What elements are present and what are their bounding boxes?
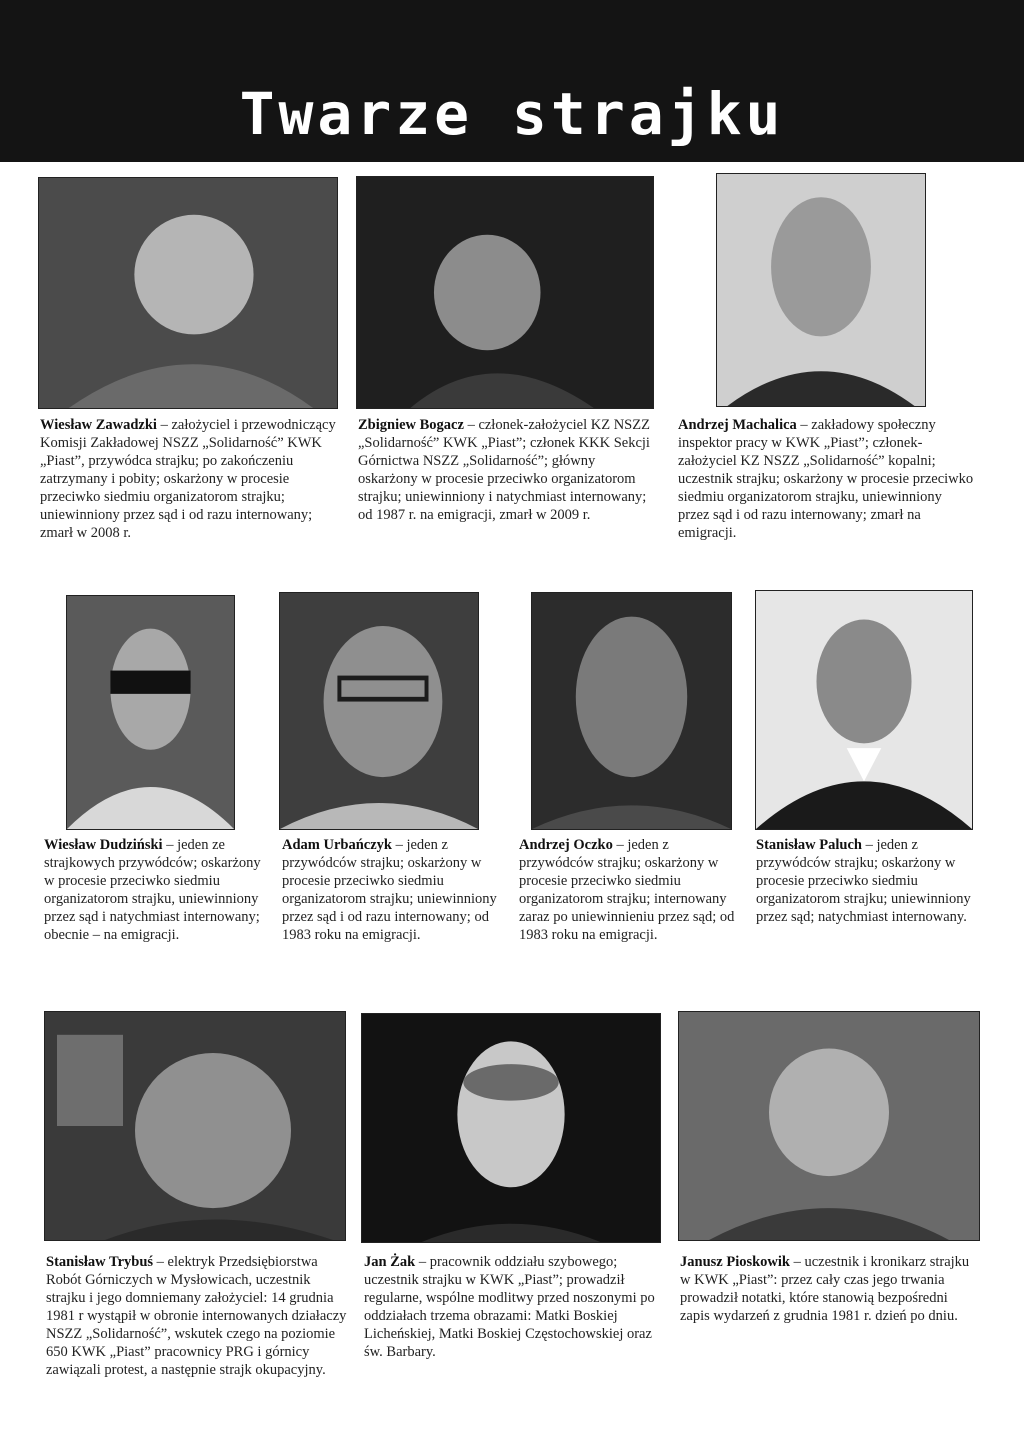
person-name: Wiesław Zawadzki	[40, 417, 157, 433]
portrait-photo	[716, 173, 926, 407]
person-silhouette-icon	[362, 1014, 660, 1242]
person-name: Stanisław Paluch	[756, 837, 862, 853]
person-description: – zakładowy społeczny inspektor pracy w KWK „Piast”; członek-założyciel KZ NSZZ „Solidarność” kopalni; uczestnik strajku; oskarżony w procesie przeciwko siedmiu organizatorom strajku, uniewinniony przez sąd i od razu internowany; zmarł na emigracji.	[678, 417, 974, 541]
person-silhouette-icon	[679, 1012, 979, 1240]
portrait-photo	[678, 1011, 980, 1241]
person-name: Andrzej Oczko	[519, 837, 613, 853]
person-bio	[358, 416, 654, 524]
person-description: – pracownik oddziału szybowego; uczestnik strajku w KWK „Piast”; prowadził regularne, wspólne modlitwy przed noszonymi po oddziałach trzema obrazami: Matki Boskiej Licheńskiej, Matki Boskiej Częstochowskiej oraz św. Barbary.	[364, 1254, 655, 1360]
person-name: Zbigniew Bogacz	[358, 417, 464, 433]
person-bio	[364, 1253, 664, 1361]
person-name: Andrzej Machalica	[678, 417, 797, 433]
person-description: – jeden z przywódców strajku; oskarżony w procesie przeciwko siedmiu organizatorom strajku; internowany zaraz po uniewinnieniu przez sąd; od 1983 roku na emigracji.	[519, 837, 735, 943]
portrait-photo	[356, 176, 654, 409]
portrait-photo	[38, 177, 338, 409]
person-description: – elektryk Przedsiębiorstwa Robót Górniczych w Mysłowicach, uczestnik strajku i jego domniemany założyciel: 14 grudnia 1981 r wystąpił w obronie internowanych działaczy NSZZ „Solidarność”, wskutek czego na poziomie 650 KWK „Piast” pracownicy PRG i górnicy zawiązali protest, a następnie strajk okupacyjny.	[46, 1254, 347, 1378]
person-description: – członek-założyciel KZ NSZZ „Solidarność” KWK „Piast”; członek KKK Sekcji Górnictwa NSZZ „Solidarność”; główny oskarżony w procesie przeciwko organizatorom strajku; uniewinniony i natychmiast internowany; od 1987 r. na emigracji, zmarł w 2009 r.	[358, 417, 650, 523]
portrait-photo	[755, 590, 973, 830]
page-title: Twarze strajku	[239, 80, 785, 148]
person-bio	[40, 416, 340, 542]
person-bio	[519, 836, 741, 944]
person-silhouette-icon	[39, 178, 337, 408]
portrait-photo	[279, 592, 479, 830]
person-bio	[756, 836, 978, 926]
person-name: Wiesław Dudziński	[44, 837, 163, 853]
portrait-photo	[361, 1013, 661, 1243]
person-silhouette-icon	[45, 1012, 345, 1240]
person-bio	[44, 836, 268, 944]
portrait-photo	[66, 595, 235, 830]
person-bio	[680, 1253, 980, 1325]
person-description: – jeden z przywódców strajku; oskarżony w procesie przeciwko siedmiu organizatorom strajku; uniewinniony przez sąd; natychmiast internowany.	[756, 837, 971, 925]
person-bio	[282, 836, 502, 944]
person-name: Janusz Pioskowik	[680, 1254, 790, 1270]
person-silhouette-icon	[532, 593, 731, 829]
person-name: Jan Żak	[364, 1254, 416, 1270]
person-silhouette-icon	[280, 593, 478, 829]
person-bio	[46, 1253, 352, 1379]
person-description: – uczestnik i kronikarz strajku w KWK „Piast”: przez cały czas jego trwania prowadził notatki, które stanowią bezpośredni zapis wydarzeń z grudnia 1981 r. dzień po dniu.	[680, 1254, 970, 1324]
person-bio	[678, 416, 974, 542]
portrait-photo	[531, 592, 732, 830]
person-name: Adam Urbańczyk	[282, 837, 392, 853]
person-description: – jeden ze strajkowych przywódców; oskarżony w procesie przeciwko siedmiu organizatorom strajku, uniewinniony przez sąd i natychmiast internowany; obecnie – na emigracji.	[44, 837, 261, 943]
person-silhouette-icon	[357, 177, 653, 408]
person-silhouette-icon	[717, 174, 925, 406]
portrait-photo	[44, 1011, 346, 1241]
person-description: – jeden z przywódców strajku; oskarżony w procesie przeciwko siedmiu organizatorom strajku; uniewinniony przez sąd i od razu internowany; od 1983 roku na emigracji.	[282, 837, 497, 943]
person-silhouette-icon	[67, 596, 234, 829]
person-description: – założyciel i przewodniczący Komisji Zakładowej NSZZ „Solidarność” KWK „Piast”, przywódca strajku; po zakończeniu zatrzymany i pobity; oskarżony w procesie przeciwko siedmiu organizatorom strajku; uniewinniony przez sąd i od razu internowany; zmarł w 2008 r.	[40, 417, 336, 541]
person-name: Stanisław Trybuś	[46, 1254, 154, 1270]
person-silhouette-icon	[756, 591, 972, 829]
title-banner	[0, 0, 1024, 162]
